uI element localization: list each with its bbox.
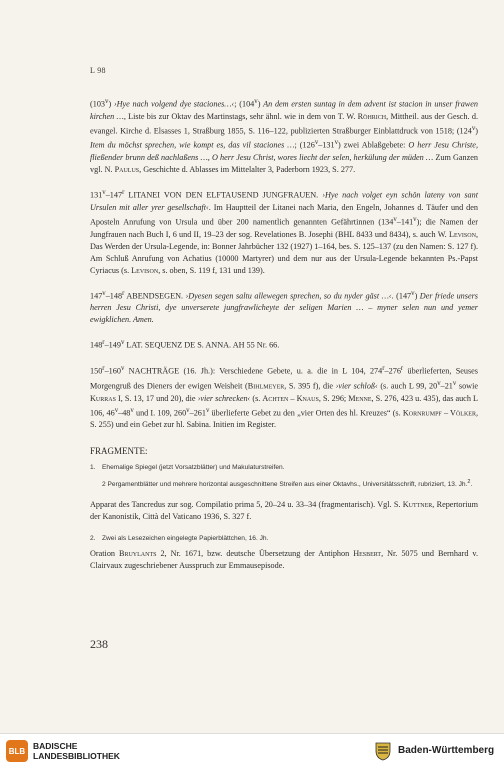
fragment-1-content: Apparat des Tancredus zur sog. Compilatio prima 5, 20–24 u. 33–34 (fragmentarisch). Vgl. S. Kuttner, Repertorium der Kanonistik, Città del Vaticano 1936, S. 327 f. — [90, 499, 478, 521]
catalog-text — [90, 96, 478, 583]
blb-logo[interactable]: BLB — [6, 740, 28, 762]
fragment-1-note: 1. Ehemalige Spiegel (jetzt Vorsatzblätter) und Makulaturstreifen. — [90, 464, 285, 472]
fragment-2-content: Oration Bruylants 2, Nr. 1671, bzw. deutsche Übersetzung der Antiphon Hesbert, Nr. 5075 und Bernhard v. Clairvaux zugeschriebener Ausspruch zur Emmausepisode. — [90, 548, 479, 570]
fragment-1-description: 2 Pergamentblätter und mehrere horizontal ausgeschnittene Streifen aus einer Oktavhs., Universitätsschrift, rubriziert, 13. Jh.$^2$. — [102, 479, 473, 489]
entry-147-abendsegen: 147$^v$–148$^r$ ABENDSEGEN. ›Dyesen segen saltu allewegen sprechen, so du nyder gäst …‹. (147$^v$) Der friede unsers herren Jesu Christi, dye unverserete jungfrawlicheyte der seligen Marien … – myner selen nun und yemer ewigklichen. Amen. — [90, 289, 478, 325]
coat-of-arms-icon — [374, 741, 392, 761]
shelfmark: L 98 — [90, 66, 106, 75]
fragment-2-note: 2. Zwei als Lesezeichen eingelegte Papierblättchen, 16. Jh. — [90, 534, 269, 542]
blb-line-1: BADISCHE — [33, 741, 78, 751]
page-number: 238 — [90, 637, 108, 651]
fragments-heading: FRAGMENTE: — [90, 446, 148, 457]
footer-bar — [0, 733, 504, 767]
blb-name[interactable] — [33, 741, 120, 761]
entry-150-nachtraege: 150$^r$–160$^v$ NACHTRÄGE (16. Jh.): Verschiedene Gebete, u. a. die in L 104, 274$^r$–276$^r$ überlieferten, Seuses Morgengruß des Dieners der ewigen Weisheit (Bihlmeyer, S. 395 f), die ›vier schloß‹ (s. auch L 99, 20$^v$–21$^v$ sowie Kurras I, S. 13, 17 und 20), die ›vier schrecken‹ (s. Achten – Knaus, S. 296; Menne, S. 276, 423 u. 435), das auch L 106, 46$^v$–48$^v$ und I. 109, 260$^v$–261$^v$ überlieferte Gebet zu den „vier Orten des hl. Kreuzes“ (s. Kornrumpf – Völker, S. 255) und ein Gebet zur hl. Sabina. Initien im Register. — [90, 365, 479, 430]
baden-wuerttemberg-label[interactable]: Baden-Württemberg — [398, 745, 495, 756]
entry-131-litanei: 131$^v$–147$^r$ LITANEI VON DEN ELFTAUSEND JUNGFRAUEN. ›Hye nach volget eyn schön lateny von sant Ursulen mit aller yrer gesellschaft‹. Im Hauptteil der Litanei nach Maria, den Engeln, Johannes d. Täufer und den Aposteln Anrufung von Ursula und über 200 namentlich genannten Gefährtinnen (134$^v$–141$^v$); die Namen der Jungfrauen nach Buch I, 6 und II, 19–23 der sog. Revelationes B. Josephi (BHL 8433 und 8434), s. auch W. Levison, Das Werden der Ursula-Legende, in: Bonner Jahrbücher 132 (1927) 1–164, bes. S. 125–137 (zu den Namen: S. 127 f). Am Schluß Anrufung von Achatius (10000 Martyrer) und dem nur aus der Ursula-Legende bekannten Ps.-Papst Cyriacus (s. Levison, s. oben, S. 119 f, 131 und 139). — [90, 189, 479, 275]
blb-line-2: LANDESBIBLIOTHEK — [33, 751, 120, 761]
entry-103: (103$^v$) ›Hye nach volgend dye staciones…‹; (104$^v$) An dem ersten suntag in dem advent ist stacion in unser frawen kirchen …, Liste bis zur Oktav des Martinstags, sehr ähnl. wie in dem von T. W. Röhrich, Mittheil. aus der Gesch. d. evangel. Kirche d. Elsasses 1, Straßburg 1855, S. 116–122, publizierten Straßburger Einblattdruck von 1518; (124$^v$) Item du möchst sprechen, wie kompt es, das vil staciones …; (126$^v$–131$^v$) zwei Ablaßgebete: O herr Jesu Christe, fließender brunn deß nachlaßens …, O herr Jesu Christ, wores liecht der selen, herkülung der müden … Zum Ganzen vgl. N. Paulus, Geschichte d. Ablasses im Mittelalter 3, Paderborn 1923, S. 277. — [90, 98, 478, 175]
entry-148-sequenz: 148$^r$–149$^v$ LAT. SEQUENZ DE S. ANNA. AH 55 Nr. 66. — [90, 339, 280, 351]
